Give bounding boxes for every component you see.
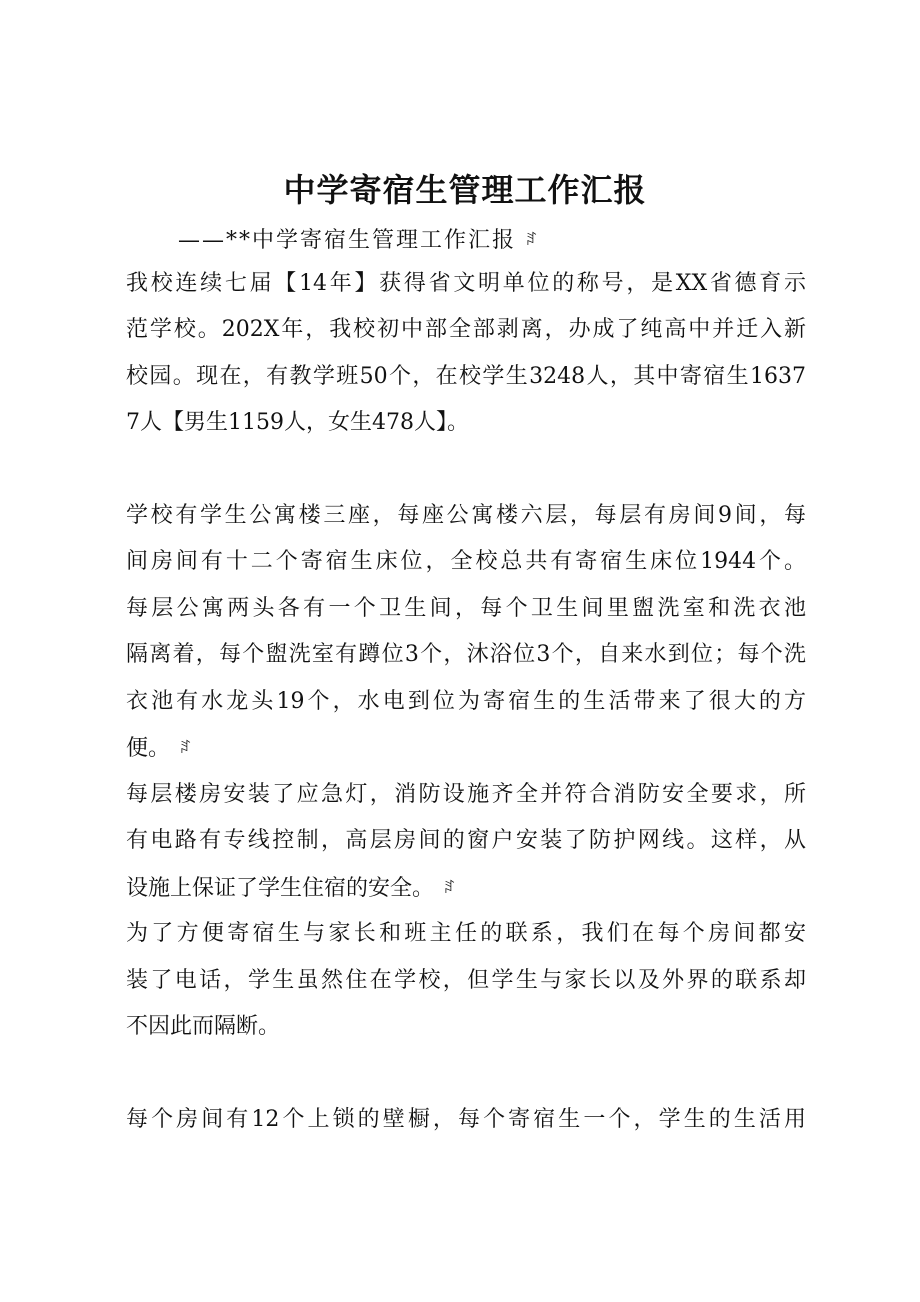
paragraph-3-line-1: 每层楼房安装了应急灯，消防设施齐全并符合消防安全要求，所 xyxy=(126,782,806,807)
paragraph-mark-icon: ꆐ xyxy=(526,231,540,249)
subtitle-text: ——**中学寄宿生管理工作汇报 xyxy=(178,228,517,253)
paragraph-3-line-3-text: 设施上保证了学生住宿的安全。 xyxy=(126,876,435,901)
document-title: 中学寄宿生管理工作汇报 xyxy=(283,171,647,209)
document-subtitle xyxy=(178,224,540,257)
paragraph-2-line-1: 学校有学生公寓楼三座，每座公寓楼六层，每层有房间9间，每 xyxy=(126,503,806,528)
paragraph-mark-icon: ꆐ xyxy=(180,739,192,757)
paragraph-3-line-2: 有电路有专线控制，高层房间的窗户安装了防护网线。这样，从 xyxy=(126,828,806,853)
paragraph-4-line-3: 不因此而隔断。 xyxy=(126,1014,281,1039)
paragraph-2-line-5: 衣池有水龙头19个，水电到位为寄宿生的生活带来了很大的方 xyxy=(126,689,806,714)
paragraph-mark-icon: ꆐ xyxy=(444,879,456,897)
paragraph-4-line-2: 装了电话，学生虽然住在学校，但学生与家长以及外界的联系却 xyxy=(126,968,806,993)
paragraph-2-line-6-text: 便。 xyxy=(126,736,171,761)
paragraph-1-line-3: 校园。现在，有教学班50个，在校学生3248人，其中寄宿生1637 xyxy=(126,364,806,389)
paragraph-2-line-4: 隔离着，每个盥洗室有蹲位3个，沐浴位3个，自来水到位；每个洗 xyxy=(126,642,806,667)
paragraph-2-line-2: 间房间有十二个寄宿生床位，全校总共有寄宿生床位1944个。 xyxy=(126,549,806,574)
paragraph-2-line-6 xyxy=(126,732,806,765)
paragraph-3-line-3 xyxy=(126,872,806,905)
paragraph-5-line-1: 每个房间有12个上锁的壁橱，每个寄宿生一个，学生的生活用 xyxy=(126,1107,806,1132)
paragraph-1-line-4: 7人【男生1159人，女生478人】。 xyxy=(126,410,469,435)
paragraph-2-line-3: 每层公寓两头各有一个卫生间，每个卫生间里盥洗室和洗衣池 xyxy=(126,596,806,621)
paragraph-4-line-1: 为了方便寄宿生与家长和班主任的联系，我们在每个房间都安 xyxy=(126,921,806,946)
paragraph-1-line-2: 范学校。202X年，我校初中部全部剥离，办成了纯高中并迁入新 xyxy=(126,317,806,342)
paragraph-1-line-1: 我校连续七届【14年】获得省文明单位的称号，是XX省德育示 xyxy=(126,271,806,296)
